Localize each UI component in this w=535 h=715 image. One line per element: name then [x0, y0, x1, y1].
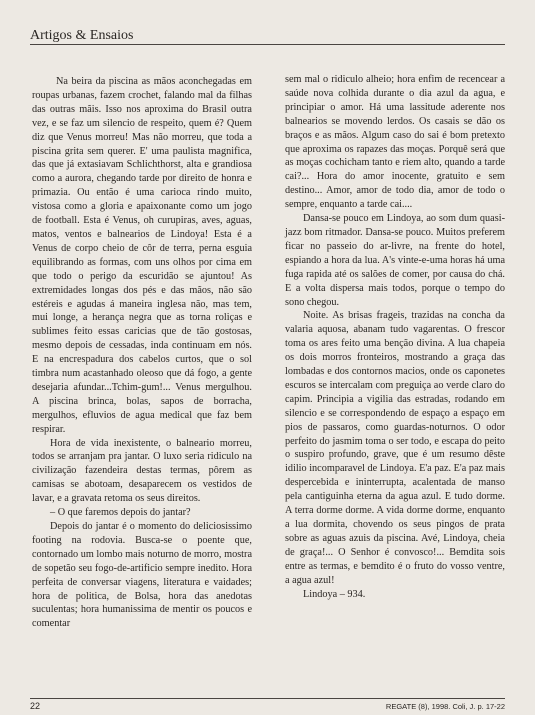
paragraph-dialogue: – O que faremos depois do jantar? [50, 507, 191, 519]
left-column [32, 75, 252, 631]
paragraph: sem mal o ridiculo alheio; hora enfim de recencear a saúde nova colhida durante o dia azul da agua, e principiar o amor. Há uma lassitude aderente nos balnearios se movendo lerdos. Os casais se dão os braços e as mãos. Algum caso do sai é bom pretexto que aproxima os rapazes das moças. Porquê será que as moças cochicham tanto e riem alto, quando a tarde cai?... Hora do amor inocente, gratuito e sem destino... Amor, amor de todo dia, amor de todo o sempre, enquanto a tarde cai.... [285, 74, 505, 211]
citation: REGATE (8), 1998. Coli, J. p. 17-22 [385, 702, 505, 711]
paragraph: Na beira da piscina as mãos aconchegadas em roupas urbanas, fazem crochet, falando mal da filhas das outras mãis. Isso nos aproxima do Brasil outra vez, e se faz um silencio de respeito, quem é? Quem diz que Venus morreu! Mas não morreu, que toda a piscina grita sem querer. E' uma paulista magnifica, das que já extasiavam Schlichthorst, alta e grandiosa como a aurora, chegando tarde por direito de honra e primazia. Ou então é uma carioca rindo muito, vistosa como a gloria e apaixonante como um jogo de football. Esta é Venus, oh curupiras, aves, aguas, matos, ventos e balnearios de Lindoya! Esta é a Venus de corpo cheio de côr de terra, perna esguia equilibrando as formas, com uns olhos por cima em que todo o perigo da escuridão se ajuntou! As extremidades longas dos pés e das mãos, não são estéreis e agudas á maneira inglesa não, mas tem, mui longe, a herança negra que as torna roliças e sublimes feito essas caricias que de tão gostosas, mesmo depois de cessadas, inda continuam em nós. E na encrespadura dos cabelos curtos, que o sol timbra num acastanhado oleoso que dá fogo, a gente desejaria afundar...Tchim-gum!... Venus mergulhou. A piscina brinca, bolas, sapos de borracha, mergulhos, efluvios de agua medical que faz bem respirar. [32, 76, 252, 435]
section-title: Artigos & Ensaios [30, 28, 134, 43]
right-column [285, 73, 505, 601]
page-number: 22 [30, 701, 41, 711]
paragraph: Noite. As brisas frageis, trazidas na concha da valaria aquosa, abanam tudo vagarentas. O frescor toma os ares feito uma benção divina. A lua chapeia os dois morros fronteiros, mostrando a graça das lombadas e dos contornos macios, onde os caponetes escuros se intercalam com preguiça ao verde claro do capim. Principia a vigilia das estradas, rodando em silencio e se correspondendo de espaço a espaço em pios de passaros, como guardas-noturnos. O odor perfeito do jasmim toma o ser todo, e escapa do peito o suspiro profundo, grave, que é um resumo dêste idilio incomparavel de Lindoya. E'a paz. E'a paz mais despercebida e ininterrupta, acalentada de manso pela cantiguinha eterna da agua azul. E tudo dorme. A terra dorme dorme. A vida dorme dorme, enquanto a lua dormita, chovendo os seus pingos de prata sobre as aguas azuis da piscina. Avé, Lindoya, cheia de graça!... O Senhor é convosco!... Bemdita sois entre as termas, e bemdito é o fruto do vosso ventre, a agua azul! [285, 310, 505, 586]
paragraph: Depois do jantar é o momento do deliciosissimo footing na rodovia. Busca-se o poente que, contornado um lombo mais noturno de morro, mostra de sopetão seu fogo-de-artificio sempre inedito. Hora perfeita de conversar viagens, literatura e vaidades; hora de politica, de Bolsa, hora das anedotas suculentas; hora humanissima de mentir os poucos e comentar [32, 521, 252, 630]
header-divider [30, 44, 505, 45]
signoff: Lindoya – 934. [303, 588, 366, 600]
paragraph: Dansa-se pouco em Lindoya, ao som dum quasi-jazz bom ritmador. Dansa-se pouco. Muitos preferem ficar no passeio do ar-livre, na frente do hotel, espiando a hora da lua. A's vinte-e-uma horas há uma fuga rapida até os salões de comer, por causa do chá. E a volta dispersa mais todos, porque o tempo do sono chegou. [285, 213, 505, 308]
footer-divider [30, 698, 505, 699]
paragraph: Hora de vida inexistente, o balneario morreu, todos se arranjam pra jantar. O luxo seria ridiculo na civilização fazendeira destas termas, pôrem as camisas se abotoam, desaparecem os vestidos de lavar, e a gravata retoma os seus direitos. [32, 437, 252, 505]
